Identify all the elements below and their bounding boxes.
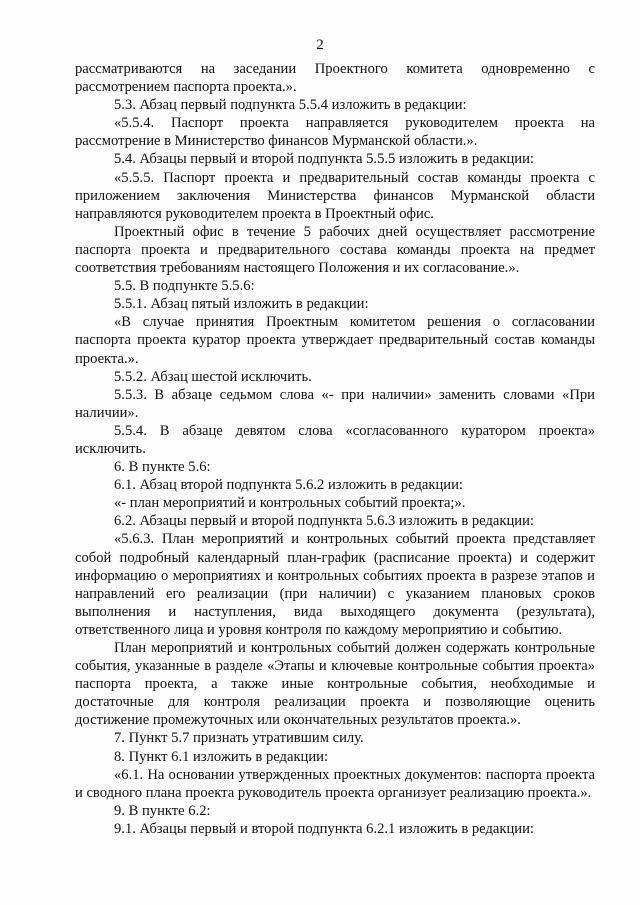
paragraph: 5.3. Абзац первый подпункта 5.5.4 изложить в редакции:: [114, 97, 467, 114]
paragraph: Проектный офис в течение 5 рабочих дней осуществляет рассмотрение паспорта проекта и предварительного состава команды проекта на предмет соответствия требованиям настоящего Положения и их согласование.».: [75, 223, 595, 277]
paragraph: 6. В пункте 5.6:: [114, 459, 211, 476]
paragraph: «5.5.4. Паспорт проекта направляется руководителем проекта на рассмотрение в Министерство финансов Мурманской области.».: [75, 115, 595, 150]
document-body: [75, 60, 595, 838]
paragraph: 5.5. В подпункте 5.5.6:: [114, 278, 255, 295]
paragraph: План мероприятий и контрольных событий должен содержать контрольные события, указанные в разделе «Этапы и ключевые контрольные события проекта» паспорта проекта, а также иные контрольные события, необходимые и достаточные для контроля реализации проекта и позволяющие оценить достижение промежуточных или окончательных результатов проекта.».: [75, 640, 595, 729]
paragraph: 5.5.4. В абзаце девятом слова «согласованного куратором проекта» исключить.: [75, 422, 595, 457]
paragraph: 9.1. Абзацы первый и второй подпункта 6.2.1 изложить в редакции:: [114, 820, 534, 837]
paragraph: 6.1. Абзац второй подпункта 5.6.2 изложить в редакции:: [114, 477, 463, 494]
paragraph: 5.5.2. Абзац шестой исключить.: [114, 368, 312, 385]
paragraph: «5.5.5. Паспорт проекта и предварительный состав команды проекта с приложением заключения Министерства финансов Мурманской области направляются руководителем проекта в Проектный офис.: [75, 169, 595, 222]
paragraph: 6.2. Абзацы первый и второй подпункта 5.6.3 изложить в редакции:: [114, 513, 534, 530]
paragraph: «6.1. На основании утвержденных проектных документов: паспорта проекта и сводного плана проекта руководитель проекта организует реализацию проекта.».: [75, 766, 595, 801]
paragraph: «- план мероприятий и контрольных событий проекта;».: [114, 495, 466, 512]
paragraph: 5.5.3. В абзаце седьмом слова «- при наличии» заменить словами «При наличии».: [75, 386, 595, 421]
paragraph: рассматриваются на заседании Проектного комитета одновременно с рассмотрением паспорта проекта.».: [75, 61, 595, 96]
paragraph: «В случае принятия Проектным комитетом решения о согласовании паспорта проекта куратор проекта утверждает предварительный состав команды проекта.».: [75, 314, 595, 367]
paragraph: «5.6.3. План мероприятий и контрольных событий проекта представляет собой подробный календарный план-график (расписание проекта) и содержит информацию о мероприятиях и контрольных событиях проекта в разрезе этапов и направлений его реализации (при наличии) с указанием плановых сроков выполнения и наступления, вида выходящего документа (результата), ответственного лица и уровня контроля по каждому мероприятию и событию.: [75, 531, 595, 638]
paragraph: 7. Пункт 5.7 признать утратившим силу.: [114, 730, 364, 747]
page-number: 2: [316, 37, 324, 53]
paragraph: 5.5.1. Абзац пятый изложить в редакции:: [114, 296, 369, 313]
paragraph: 9. В пункте 6.2:: [114, 802, 211, 819]
paragraph: 8. Пункт 6.1 изложить в редакции:: [114, 748, 329, 765]
paragraph: 5.4. Абзацы первый и второй подпункта 5.5.5 изложить в редакции:: [114, 151, 534, 168]
